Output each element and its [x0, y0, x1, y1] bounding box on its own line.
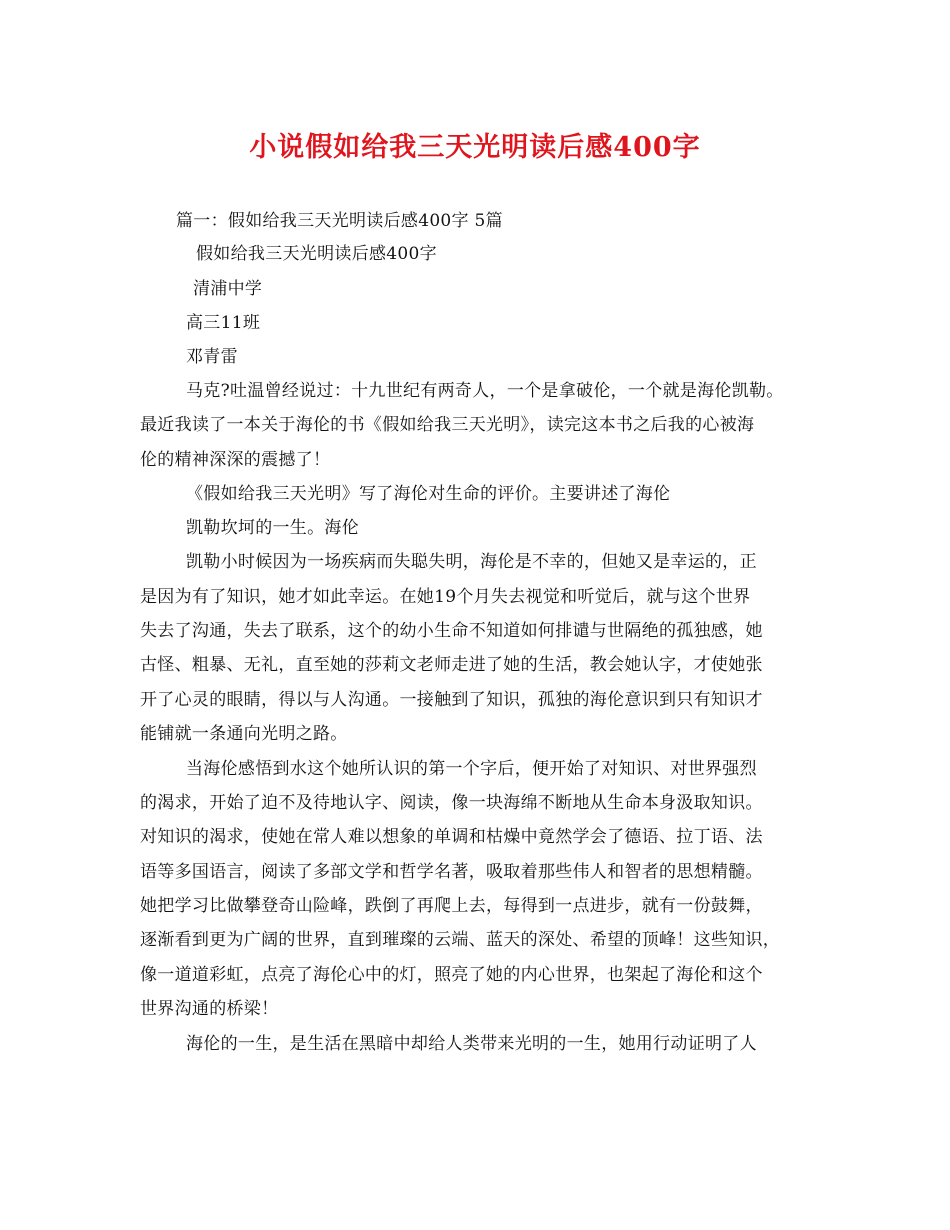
text-line: 是因为有了知识，她才如此幸运。在她19个月失去视觉和听觉后，就与这个世界	[140, 587, 751, 607]
text-line: 邓青雷	[186, 347, 238, 367]
text-line: 逐渐看到更为广阔的世界，直到璀璨的云端、蓝天的深处、希望的顶峰！这些知识，	[140, 930, 781, 950]
text-line: 她把学习比做攀登奇山险峰，跌倒了再爬上去，每得到一点进步，就有一份鼓舞，	[140, 896, 763, 916]
text-line: 最近我读了一本关于海伦的书《假如给我三天光明》，读完这本书之后我的心被海	[140, 415, 755, 435]
text-line: 《假如给我三天光明》写了海伦对生命的评价。主要讲述了海伦	[186, 484, 671, 504]
text-line: 伦的精神深深的震撼了！	[140, 450, 331, 470]
text-line: 失去了沟通，失去了联系，这个的幼小生命不知道如何排谴与世隔绝的孤独感，她	[140, 621, 763, 641]
text-line: 篇一：假如给我三天光明读后感400字 5篇	[176, 211, 503, 231]
text-line: 的渴求，开始了迫不及待地认字、阅读，像一块海绵不断地从生命本身汲取知识。	[140, 793, 763, 813]
text-line: 能铺就一条通向光明之路。	[140, 724, 348, 744]
text-line: 海伦的一生，是生活在黑暗中却给人类带来光明的一生，她用行动证明了人	[186, 1034, 757, 1054]
text-line: 凯勒坎坷的一生。海伦	[186, 518, 359, 538]
document-title: 小说假如给我三天光明读后感400字	[249, 132, 701, 163]
text-line: 凯勒小时候因为一场疾病而失聪失明，海伦是不幸的，但她又是幸运的，正	[186, 552, 757, 572]
text-line: 世界沟通的桥梁！	[140, 999, 279, 1019]
text-line: 马克?吐温曾经说过：十九世纪有两奇人，一个是拿破伦，一个就是海伦凯勒。	[186, 381, 784, 401]
text-line: 像一道道彩虹，点亮了海伦心中的灯，照亮了她的内心世界，也架起了海伦和这个	[140, 965, 763, 985]
text-line: 当海伦感悟到水这个她所认识的第一个字后，便开始了对知识、对世界强烈	[186, 759, 757, 779]
text-line: 古怪、粗暴、无礼，直至她的莎莉文老师走进了她的生活，教会她认字，才使她张	[140, 655, 763, 675]
text-line: 清浦中学	[193, 279, 263, 299]
text-line: 对知识的渴求，使她在常人难以想象的单调和枯燥中竟然学会了德语、拉丁语、法	[140, 827, 763, 847]
text-line: 高三11班	[186, 313, 261, 333]
text-line: 假如给我三天光明读后感400字	[196, 244, 437, 264]
text-line: 开了心灵的眼睛，得以与人沟通。一接触到了知识，孤独的海伦意识到只有知识才	[140, 690, 763, 710]
text-line: 语等多国语言，阅读了多部文学和哲学名著，吸取着那些伟人和智者的思想精髓。	[140, 862, 763, 882]
